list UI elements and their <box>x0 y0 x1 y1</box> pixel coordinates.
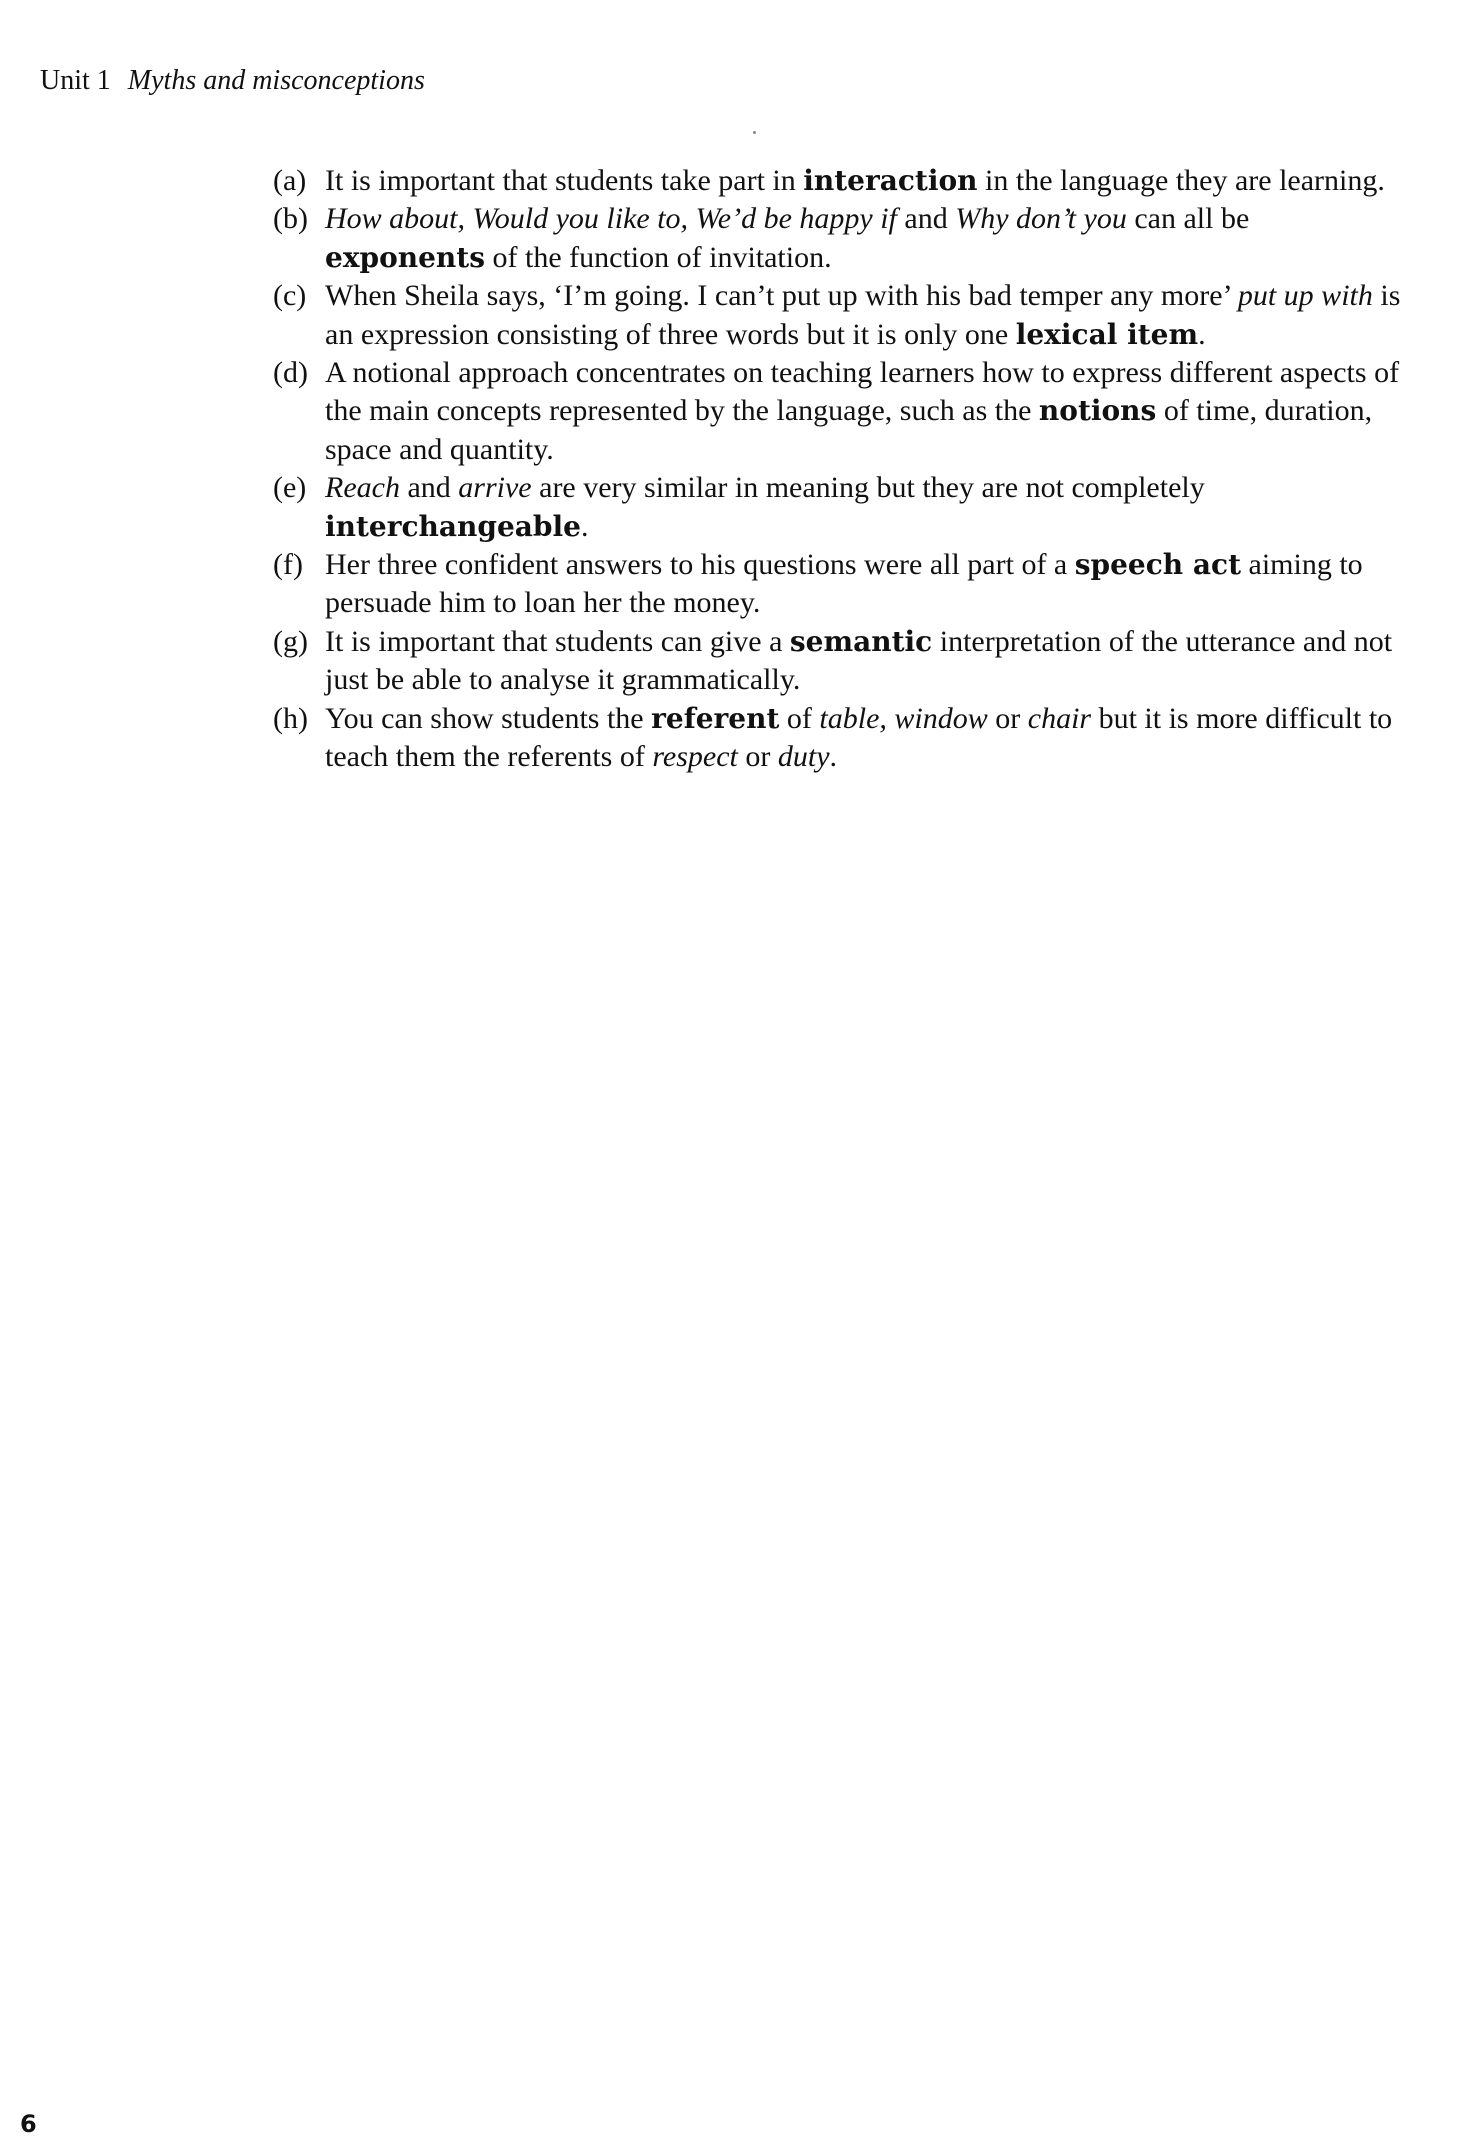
example-phrase: Why don’t you <box>955 202 1127 236</box>
unit-title: Myths and misconceptions <box>127 65 425 96</box>
item-text <box>325 279 1400 350</box>
item-text <box>325 202 1249 273</box>
item-text <box>325 548 1363 619</box>
example-phrase: put up with <box>1237 279 1373 313</box>
item-marker: (c) <box>273 279 307 313</box>
text-run: is an expression consisting of three words but it is only one <box>325 279 1401 351</box>
text-run: of the function of invitation. <box>485 240 832 274</box>
key-term: referent <box>651 701 780 735</box>
example-phrase: respect <box>652 740 738 774</box>
text-run: of <box>779 701 820 735</box>
text-run: . <box>580 509 589 543</box>
item-marker: (f) <box>273 548 303 582</box>
text-run: . <box>829 740 838 774</box>
key-term: interaction <box>803 164 978 197</box>
exercise-item <box>273 162 1403 200</box>
exercise-item <box>273 700 1403 777</box>
text-run: . <box>1198 317 1206 351</box>
item-text <box>325 356 1399 466</box>
text-run: are very similar in meaning but they are not completely <box>531 471 1205 505</box>
exercise-items-list <box>273 162 1403 777</box>
exercise-item <box>273 354 1403 469</box>
text-run: can all be <box>1126 202 1250 236</box>
running-head <box>40 64 425 98</box>
example-phrase: table, window <box>819 701 988 735</box>
page-number: 6 <box>20 2110 37 2138</box>
text-run: A notional approach concentrates on teaching learners how to express different aspects of the main concepts represented by the language, such as the <box>325 356 1400 428</box>
text-run: When Sheila says, ‘I’m going. I can’t put up with his bad temper any more’ <box>325 279 1238 313</box>
example-phrase: chair <box>1027 701 1092 735</box>
text-run: aiming to persuade him to loan her the money. <box>325 548 1363 620</box>
text-run: interpretation of the utterance and not just be able to analyse it grammatically. <box>325 624 1393 697</box>
print-speck <box>753 131 756 134</box>
exercise-item <box>273 546 1403 623</box>
text-run: of time, duration, space and quantity. <box>325 394 1373 466</box>
text-run: or <box>987 701 1028 735</box>
exercise-item <box>273 200 1403 277</box>
text-run: and <box>399 471 459 505</box>
text-run: or <box>737 740 778 774</box>
item-marker: (h) <box>273 701 308 735</box>
example-phrase: How about, Would you like to, We’d be happy if <box>325 202 897 236</box>
item-text <box>325 625 1392 696</box>
exercise-item <box>273 623 1403 700</box>
text-run: You can show students the <box>325 701 652 735</box>
example-phrase: arrive <box>458 471 532 505</box>
text-run: and <box>896 202 956 236</box>
key-term: lexical item <box>1015 317 1199 351</box>
item-marker: (b) <box>273 202 308 236</box>
key-term: interchangeable <box>325 509 581 543</box>
item-marker: (g) <box>273 624 308 658</box>
text-run: in the language they are learning. <box>977 164 1385 197</box>
text-run: It is important that students can give a <box>325 624 790 658</box>
item-text <box>325 471 1205 542</box>
item-text <box>325 702 1392 773</box>
text-run: It is important that students take part in <box>325 164 804 197</box>
text-run: Her three confident answers to his questions were all part of a <box>325 548 1075 582</box>
item-marker: (a) <box>273 164 307 197</box>
exercise-item <box>273 277 1403 354</box>
key-term: exponents <box>325 240 485 274</box>
key-term: semantic <box>789 624 933 658</box>
text-run: but it is more difficult to teach them the referents of <box>325 701 1393 774</box>
exercise-item <box>273 469 1403 546</box>
key-term: speech act <box>1074 548 1242 582</box>
example-phrase: duty <box>777 740 830 774</box>
item-text <box>325 164 1385 197</box>
example-phrase: Reach <box>325 471 400 505</box>
item-marker: (d) <box>273 356 308 390</box>
unit-label: Unit 1 <box>40 65 111 96</box>
item-marker: (e) <box>273 471 307 505</box>
key-term: notions <box>1038 394 1157 428</box>
